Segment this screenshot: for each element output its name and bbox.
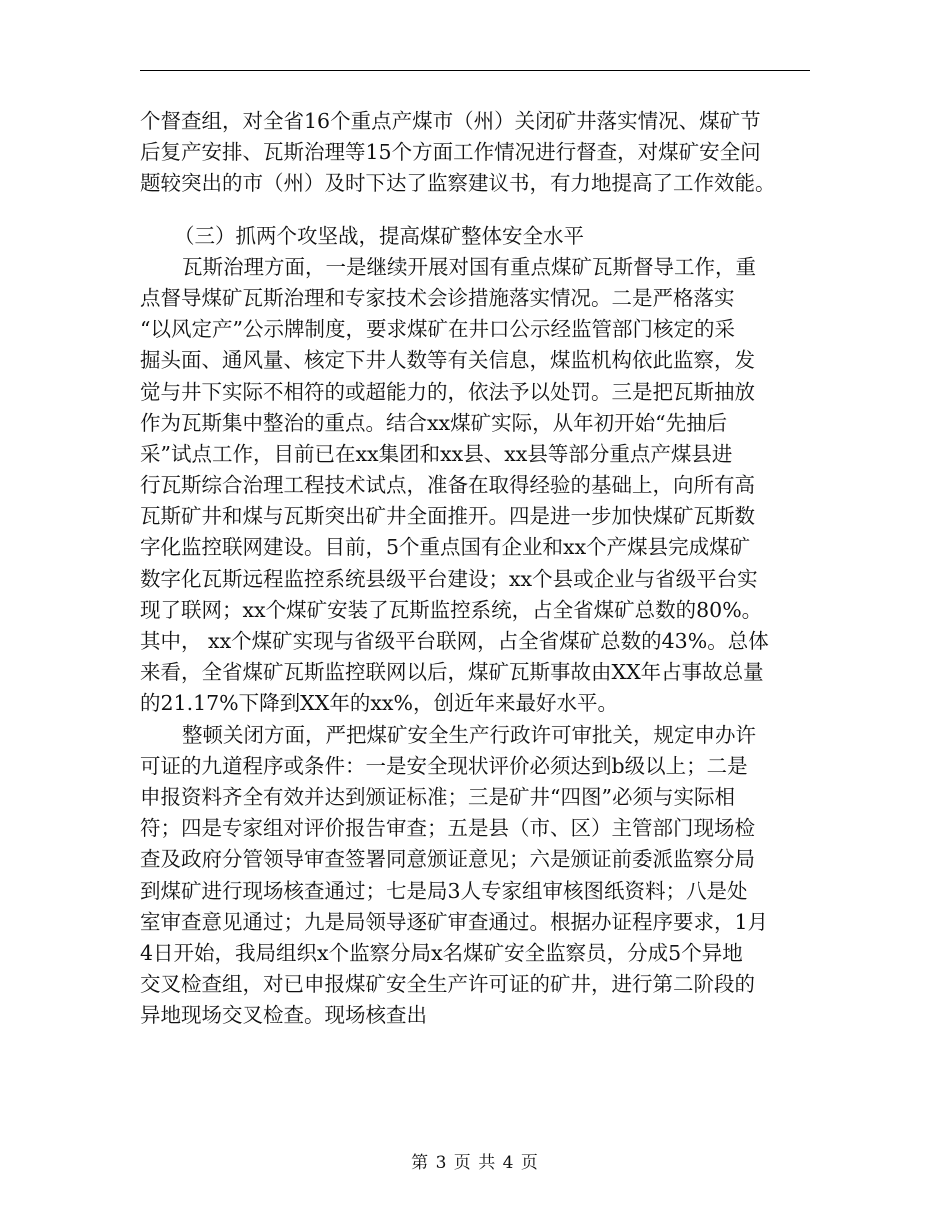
text-line: 符；四是专家组对评价报告审查；五是县（市、区）主管部门现场检	[140, 816, 755, 841]
text-line: 的21.17%下降到XX年的xx%，创近年来最好水平。	[140, 691, 618, 716]
text-line: 到煤矿进行现场核查通过；七是局3人专家组审核图纸资料；八是处	[140, 878, 748, 903]
text-line: 可证的九道程序或条件：一是安全现状评价必须达到b级以上；二是	[140, 753, 748, 778]
text-line: 采”试点工作，目前已在xx集团和xx县、xx县等部分重点产煤县进	[140, 441, 733, 466]
text-line: 交叉检查组，对已申报煤矿安全生产许可证的矿井，进行第二阶段的	[140, 972, 755, 997]
text-line: 数字化瓦斯远程监控系统县级平台建设；xx个县或企业与省级平台实	[140, 566, 758, 591]
page-number-footer: 第 3 页 共 4 页	[411, 1153, 539, 1173]
text-line: 个督查组，对全省16个重点产煤市（州）关闭矿井落实情况、煤矿节	[140, 109, 761, 133]
text-line: 其中， xx个煤矿实现与省级平台联网，占全省煤矿总数的43%。总体	[140, 629, 769, 653]
text-line: “以风定产”公示牌制度，要求煤矿在井口公示经监管部门核定的采	[140, 317, 735, 342]
text-line: 来看，全省煤矿瓦斯监控联网以后，煤矿瓦斯事故由XX年占事故总量	[140, 660, 764, 685]
text-line: 瓦斯矿井和煤与瓦斯突出矿井全面推开。四是进一步加快煤矿瓦斯数	[140, 504, 755, 529]
text-line: 整顿关闭方面，严把煤矿安全生产行政许可审批关，规定申办许	[182, 722, 756, 747]
text-line: 申报资料齐全有效并达到颁证标准；三是矿井“四图”必须与实际相	[140, 784, 735, 809]
document-body	[140, 106, 812, 1031]
text-line: 点督导煤矿瓦斯治理和专家技术会诊措施落实情况。二是严格落实	[140, 285, 735, 310]
text-line: 掘头面、通风量、核定下井人数等有关信息，煤监机构依此监察，发	[140, 348, 755, 373]
text-line: 瓦斯治理方面，一是继续开展对国有重点煤矿瓦斯督导工作，重	[182, 254, 756, 279]
text-line: 查及政府分管领导审查签署同意颁证意见；六是颁证前委派监察分局	[140, 847, 755, 872]
text-line: 4日开始，我局组织x个监察分局x名煤矿安全监察员，分成5个异地	[140, 940, 743, 965]
text-line: 后复产安排、瓦斯治理等15个方面工作情况进行督查，对煤矿安全问	[140, 140, 761, 165]
section-three	[140, 221, 812, 1032]
header-rule	[140, 70, 810, 71]
text-line: 觉与井下实际不相符的或超能力的，依法予以处罚。三是把瓦斯抽放	[140, 379, 755, 404]
paragraph-continuation	[140, 106, 812, 200]
text-line: 作为瓦斯集中整治的重点。结合xx煤矿实际，从年初开始“先抽后	[140, 410, 728, 435]
paragraph-gap	[140, 200, 812, 221]
text-line: 字化监控联网建设。目前，5个重点国有企业和xx个产煤县完成煤矿	[140, 535, 751, 560]
text-line: 室审查意见通过；九是局领导逐矿审查通过。根据办证程序要求，1月	[140, 909, 769, 934]
section-heading: （三）抓两个攻坚战，提高煤矿整体安全水平	[174, 223, 584, 248]
text-line: 行瓦斯综合治理工程技术试点，准备在取得经验的基础上，向所有高	[140, 473, 755, 498]
text-line: 异地现场交叉检查。现场核查出	[140, 1003, 427, 1028]
text-line: 题较突出的市（州）及时下达了监察建议书，有力地提高了工作效能。	[140, 171, 776, 196]
text-line: 现了联网；xx个煤矿安装了瓦斯监控系统，占全省煤矿总数的80%。	[140, 597, 763, 622]
